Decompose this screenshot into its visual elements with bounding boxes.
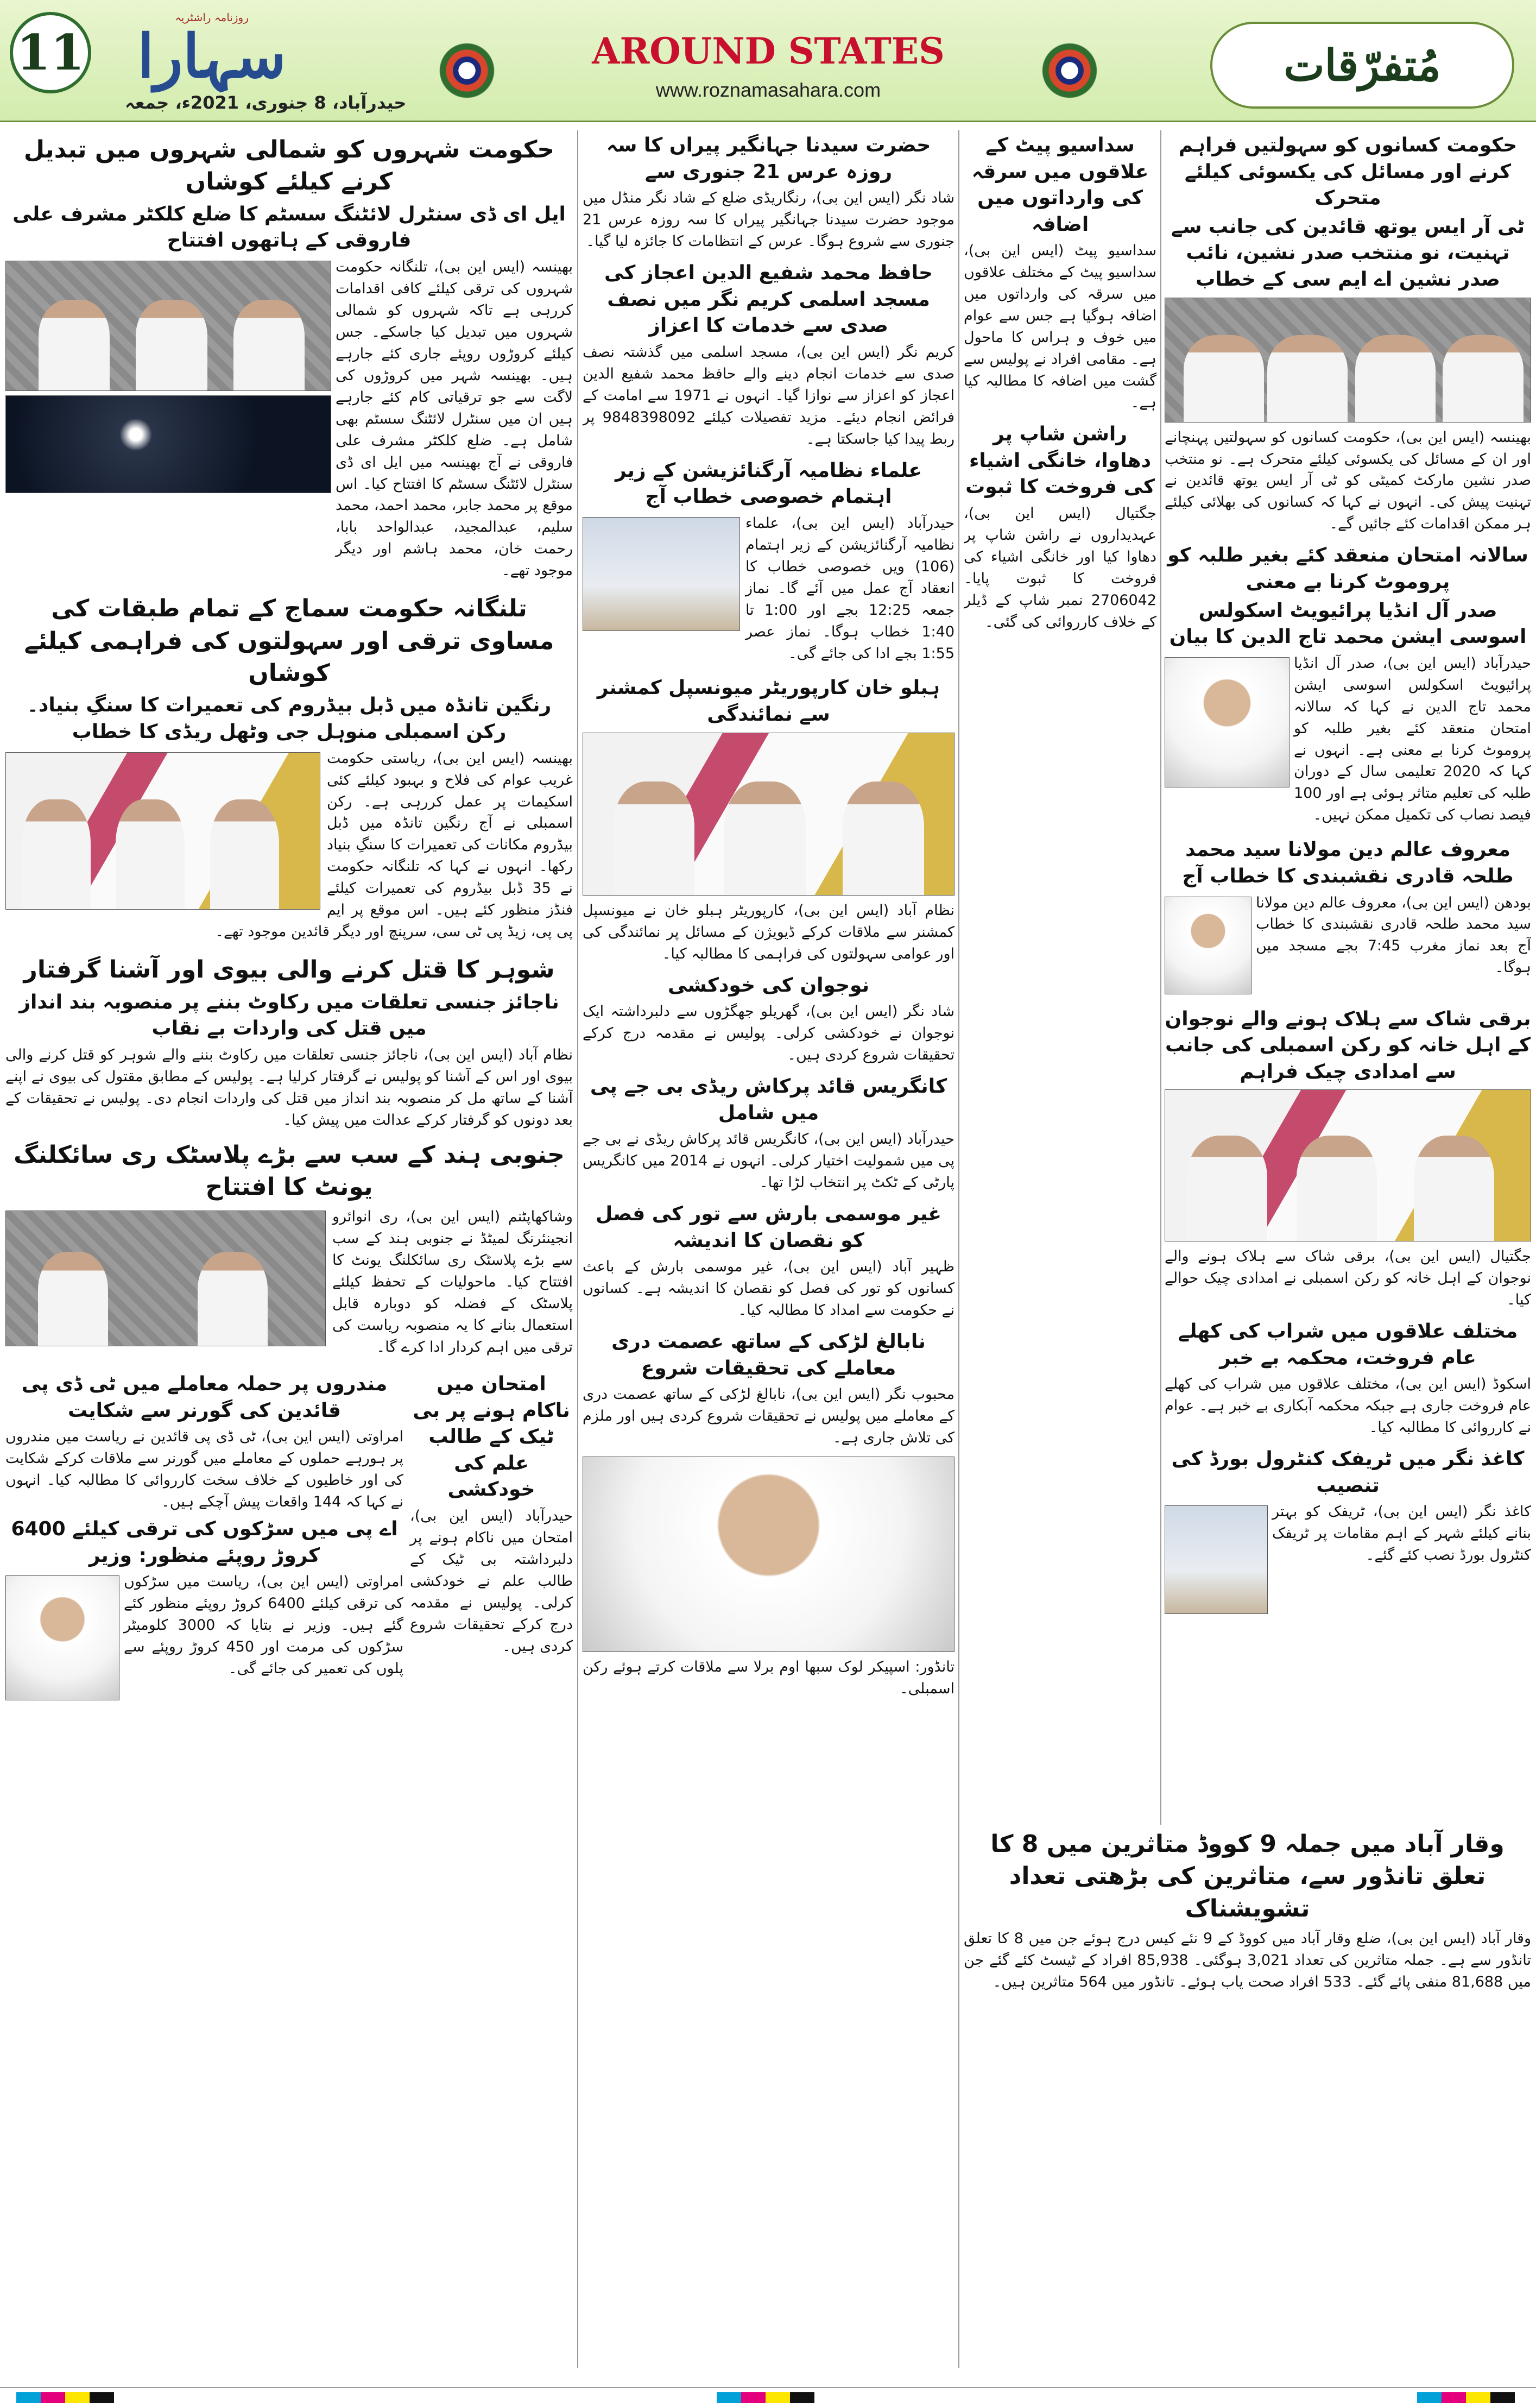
article-body: شاد نگر (ایس این بی)، رنگاریڈی ضلع کے شاد نگر منڈل میں موجود حضرت سیدنا جہانگیر پیراں کا سہ روزہ عرس 21 جنوری سے شروع ہوگا۔ عرس کے انتظامات کا جائزہ لیا گیا۔: [583, 190, 955, 250]
bottom-article: [964, 1825, 1531, 2379]
article: [1165, 837, 1531, 998]
paper-logo: [98, 11, 326, 92]
article-body: نظام آباد (ایس این بی)، کارپوریٹر ہبلو خان نے میونسپل کمشنر سے ملاقات کرکے ڈیویژن کے مسائل پر نمائندگی کی اور عوامی سہولتوں کی فراہمی کا مطالبہ کیا۔: [583, 902, 955, 962]
portrait-photo: [1165, 657, 1290, 787]
emblem-icon: [434, 38, 500, 103]
article: [964, 421, 1156, 633]
article: [5, 1139, 573, 1361]
article: [1165, 1319, 1531, 1439]
article: [5, 134, 573, 585]
headline: کاغذ نگر میں ٹریفک کنٹرول بورڈ کی تنصیب: [1171, 1448, 1525, 1497]
portrait-photo: [1165, 897, 1251, 994]
headline: حکومت کسانوں کو سہولتیں فراہم کرنے اور مسائل کی یکسوئی کیلئے متحرک: [1178, 134, 1518, 210]
emblem-icon: [1037, 38, 1102, 103]
paper-name: سہارا: [137, 21, 286, 91]
article: [410, 1369, 573, 1705]
headline: برقی شاک سے ہلاک ہونے والے نوجوان کے اہل خانہ کو رکن اسمبلی کی جانب سے امدادی چیک فراہم: [1165, 1007, 1531, 1083]
article: [583, 260, 955, 450]
article: [583, 133, 955, 253]
headline: وقار آباد میں جملہ 9 کووڈ متاثرین میں 8 کا تعلق تانڈور سے، متاثرین کی بڑھتی تعداد تشویشناک: [990, 1830, 1505, 1922]
article-body: اسکوڈ (ایس این بی)، مختلف علاقوں میں شراب کی کھلے عام فروخت جاری ہے جبکہ محکمہ آبکاری بے خبر ہے۔ عوام نے کارروائی کا مطالبہ کیا۔: [1165, 1376, 1531, 1436]
article-body: کاغذ نگر (ایس این بی)، ٹریفک کو بہتر بنانے کیلئے شہر کے اہم مقامات پر ٹریفک کنٹرول بورڈ نصب کئے گئے۔: [1272, 1503, 1531, 1564]
article-body: حیدرآباد (ایس این بی)، کانگریس قائد پرکاش ریڈی نے بی جے پی میں شمولیت اختیار کرلی۔ انہوں نے 2014 میں کانگریس پارٹی کے ٹکٹ پر انتخاب لڑا تھا۔: [583, 1131, 955, 1192]
column-rule: [958, 130, 959, 2368]
color-register-bar: [1417, 2392, 1515, 2403]
subheadline: ٹی آر ایس یوتھ قائدین کی جانب سے تہنیت، نو منتخب صدر نشین، نائب صدر نشین اے ایم سی کے خطاب: [1171, 215, 1525, 291]
article: [1165, 1446, 1531, 1618]
article: [5, 1369, 403, 1705]
article: [583, 1074, 955, 1194]
color-register-bar: [16, 2392, 114, 2403]
subheadline: رنگین تانڈہ میں ڈبل بیڈروم کی تعمیرات کا سنگِ بنیاد۔ رکن اسمبلی منوہل جی وٹھل ریڈی کا خطاب: [27, 694, 552, 743]
article-body: بودھن (ایس این بی)، معروف عالم دین مولانا سید محمد طلحہ قادری نقشبندی کا خطاب آج بعد نماز مغرب 7:45 بجے مسجد میں ہوگا۔: [1256, 894, 1531, 976]
headline: غیر موسمی بارش سے تور کی فصل کو نقصان کا اندیشہ: [596, 1203, 941, 1252]
column-left: [5, 130, 573, 2368]
headline: سالانہ امتحان منعقد کئے بغیر طلبہ کو پروموٹ کرنا بے معنی: [1167, 544, 1528, 593]
headline: علماء نظامیہ آرگنائزیشن کے زیر اہتمام خصوصی خطاب آج: [615, 459, 922, 508]
news-photo: [5, 261, 331, 391]
article-body: محبوب نگر (ایس این بی)، نابالغ لڑکی کے ساتھ عصمت دری کے معاملے میں پولیس نے تحقیقات شروع کردی ہیں اور ملزم کی تلاش جاری ہے۔: [583, 1386, 955, 1447]
traffic-board-photo: [1165, 1505, 1268, 1614]
article-body: امراوتی (ایس این بی)، ٹی ڈی پی قائدین نے ریاست میں مندروں پر ہورہے حملوں کے معاملے میں گورنر سے ملاقات کرکے شکایت کی اور خاطیوں کے خلاف سخت کارروائی کا مطالبہ کیا۔ انہوں نے کہا کہ 144 واقعات پیش آچکے ہیں۔: [5, 1428, 403, 1511]
date-line: حیدرآباد، 8 جنوری، 2021ء، جمعہ: [125, 92, 407, 113]
news-photo: [583, 1457, 955, 1652]
headline: حافظ محمد شفیع الدین اعجاز کی مسجد اسلمی کریم نگر میں نصف صدی سے خدمات کا اعزاز: [604, 262, 933, 337]
article-body: جگتیال (ایس این بی)، برقی شاک سے ہلاک ہونے والے نوجوان کے اہل خانہ کو رکن اسمبلی نے امدادی چیک حوالے کیا۔: [1165, 1248, 1531, 1309]
headline: سداسیو پیٹ کے علاقوں میں سرقہ کی وارداتوں میں اضافہ: [971, 134, 1149, 236]
article: [583, 675, 955, 965]
subheadline: صدر آل انڈیا پرائیویٹ اسکولس اسوسی ایشن محمد تاج الدین کا بیان: [1169, 599, 1527, 648]
column-rule: [577, 130, 578, 2368]
column-center: [583, 130, 955, 2368]
article-body: بھینسہ (ایس این بی)، ریاستی حکومت غریب عوام کی فلاح و بہبود کیلئے کئی اسکیمات پر عمل کررہی ہے۔ رکن اسمبلی نے آج رنگین تانڈہ میں ڈبل بیڈروم مکانات کی تعمیرات کا سنگِ بنیاد رکھا۔ انہوں نے کہا کہ تلنگانہ حکومت نے 35 ڈبل بیڈروم کی تعمیرات کیلئے فنڈز منظور کئے ہیں۔ اس موقع پر ایم پی پی، زیڈ پی ٹی سی، سرپنچ اور دیگر قائدین موجود تھے۔: [215, 749, 573, 941]
article: [964, 133, 1156, 414]
page-title: AROUND STATES: [592, 30, 945, 72]
article-body: جگتیال (ایس این بی)، عہدیداروں نے راشن شاپ پر دھاوا کیا اور خانگی اشیاء کی فروخت کا ثبوت پایا۔ 2706042 نمبر شاپ کے ڈیلر کے خلاف کارروائی کی گئی۔: [964, 505, 1156, 631]
article-body: وشاکھاپٹنم (ایس این بی)، ری انوائرو انجینئرنگ لمیٹڈ نے جنوبی ہند کے سب سے بڑے پلاسٹک ری سائکلنگ یونٹ کا افتتاح کیا۔ ماحولیات کے تحفظ کیلئے پلاسٹک کے فضلہ کو دوبارہ قابل استعمال بنانے کا یہ منصوبہ ریاست کی ترقی میں اہم کردار ادا کرے گا۔: [332, 1208, 573, 1356]
article-body: کریم نگر (ایس این بی)، مسجد اسلمی میں گذشتہ نصف صدی سے خدمات انجام دینے والے حافظ محمد شفیع الدین اعجاز کو اعزاز سے نوازا گیا۔ انہوں نے 1971 سے امامت کے فرائض انجام دیئے۔ مزید تفصیلات کیلئے 9848398092 پر ربط پیدا کیا جاسکتا ہے۔: [583, 343, 955, 447]
photo-caption-block: [583, 1457, 955, 1700]
page-number: 11: [10, 12, 91, 93]
article-body: حیدرآباد (ایس این بی)، علماء نظامیہ آرگنائزیشن کے زیر اہتمام (106) ویں خصوصی خطاب کا انعقاد آج عمل میں آئے گا۔ نماز جمعہ 12:25 بجے اور 1:00 تا 1:40 خطاب ہوگا۔ نماز عصر 1:55 بجے ادا کی جائے گی۔: [745, 514, 955, 662]
headline: امتحان میں ناکام ہونے پر بی ٹیک کے طالب علم کی خودکشی: [413, 1373, 570, 1501]
headline: حضرت سیدنا جہانگیر پیراں کا سہ روزہ عرس 21 جنوری سے: [606, 134, 931, 183]
headline: حکومت شہروں کو شمالی شہروں میں تبدیل کرنے کیلئے کوشاں: [23, 136, 555, 196]
subheadline: ایل ای ڈی سنٹرل لائٹنگ سسٹم کا ضلع کلکٹر مشرف علی فاروقی کے ہاتھوں افتتاح: [12, 203, 566, 252]
headline: اے پی میں سڑکوں کی ترقی کیلئے 6400 کروڑ روپئے منظور: وزیر: [11, 1518, 398, 1567]
headline: مندروں پر حملہ معاملے میں ٹی ڈی پی قائدین کی گورنر سے شکایت: [21, 1373, 388, 1422]
masthead: [0, 0, 1536, 122]
news-photo: [1165, 1089, 1531, 1241]
article: [583, 973, 955, 1066]
site-url[interactable]: www.roznamasahara.com: [655, 79, 881, 101]
article-body: ظہیر آباد (ایس این بی)، غیر موسمی بارش کے باعث کسانوں کو تور کی فصل کو نقصان کا اندیشہ ہے۔ کسانوں نے حکومت سے امداد کا مطالبہ کیا۔: [583, 1258, 955, 1319]
article-body: وقار آباد (ایس این بی)، ضلع وقار آباد میں کووڈ کے 9 نئے کیس درج ہوئے جن میں 8 کا تعلق تانڈور سے ہے۔ جملہ متاثرین کی تعداد 3,021 ہوگئی۔ 85,938 افراد کے ٹیسٹ کئے گئے جن میں 81,688 منفی پائے گئے۔ 533 افراد صحت یاب ہوئے۔ تانڈور میں 564 متاثرین ہیں۔: [964, 1930, 1531, 1991]
article-body: شاد نگر (ایس این بی)، گھریلو جھگڑوں سے دلبرداشتہ ایک نوجوان نے خودکشی کرلی۔ پولیس نے مقدمہ درج کرکے تحقیقات شروع کردی ہیں۔: [583, 1003, 955, 1063]
headline: مختلف علاقوں میں شراب کی کھلے عام فروخت، محکمہ بے خبر: [1178, 1320, 1518, 1369]
article: [964, 1828, 1531, 1993]
article: [583, 1329, 955, 1449]
headline: راشن شاپ پر دھاوا، خانگی اشیاء کی فروخت کا ثبوت: [965, 423, 1155, 499]
article-body: بھینسہ (ایس این بی)، حکومت کسانوں کو سہولتیں پہنچانے اور ان کے مسائل کی یکسوئی کیلئے متحرک ہے۔ نو منتخب صدر نشین مارکٹ کمیٹی کو ٹی آر ایس یوتھ قائدین نے تہنیت پیش کی۔ انہوں نے کہا کہ کسانوں کی بھلائی کیلئے ہر ممکن اقدامات کئے جائیں گے۔: [1165, 428, 1531, 533]
night-lights-photo: [5, 395, 331, 493]
subheadline: ناجائز جنسی تعلقات میں رکاوٹ بننے پر منصوبہ بند انداز میں قتل کی واردات بے نقاب: [19, 991, 559, 1040]
news-photo: [583, 733, 955, 896]
headline: معروف عالم دین مولانا سید محمد طلحہ قادری نقشبندی کا خطاب آج: [1182, 839, 1514, 887]
portrait-photo: [5, 1575, 119, 1700]
headline: نابالغ لڑکی کے ساتھ عصمت دری معاملے کی تحقیقات شروع: [611, 1331, 926, 1379]
article: [5, 592, 573, 946]
headline: جنوبی ہند کے سب سے بڑے پلاسٹک ری سائکلنگ یونٹ کا افتتاح: [14, 1140, 565, 1201]
headline: نوجوان کی خودکشی: [667, 974, 870, 997]
color-register-bar: [717, 2392, 814, 2403]
paper-subtitle: روزنامہ راشٹریہ: [175, 11, 249, 24]
article: [1165, 133, 1531, 535]
mosque-photo: [583, 517, 740, 631]
article: [1165, 1006, 1531, 1312]
article-body: نظام آباد (ایس این بی)، ناجائز جنسی تعلقات میں رکاوٹ بننے والے شوہر کو قتل کرنے والی بیوی اور اس کے آشنا کو پولیس نے گرفتار کرلیا ہے۔ پولیس کے مطابق مقتول کی بیوی نے اپنے آشنا کے ساتھ مل کر منصوبہ بند انداز میں قتل کی واردات انجام دی۔ پولیس نے تحقیقات کے بعد دونوں کو گرفتار کرکے عدالت میں پیش کیا۔: [5, 1046, 573, 1129]
news-photo: [1165, 298, 1531, 423]
news-photo: [5, 752, 320, 910]
article: [5, 954, 573, 1131]
headline: کانگریس قائد پرکاش ریڈی بی جے پی میں شامل: [590, 1075, 947, 1124]
article-body: حیدرآباد (ایس این بی)، امتحان میں ناکام ہونے پر دلبرداشتہ بی ٹیک کے طالب علم نے خودکشی کرلی۔ پولیس نے مقدمہ درج کرکے تحقیقات شروع کردی ہیں۔: [410, 1508, 573, 1655]
article-body: سداسیو پیٹ (ایس این بی)، سداسیو پیٹ کے مختلف علاقوں میں سرقہ کی وارداتوں میں اضافہ ہوگیا ہے جس سے عوام میں خوف و ہراس کا ماحول ہے۔ مقامی افراد نے پولیس سے گشت میں اضافہ کا مطالبہ کیا ہے۔: [964, 242, 1156, 412]
article-body: حیدرآباد (ایس این بی)، صدر آل انڈیا پرائیویٹ اسکولس اسوسی ایشن محمد تاج الدین نے کہا کہ سالانہ امتحان منعقد کئے بغیر طلبہ کو پروموٹ کرنا بے معنی ہے۔ انہوں نے کہا کہ 2020 تعلیمی سال کے دوران طلبہ کی تعلیم متاثر ہوئی ہے اور 100 فیصد نصاب کی تکمیل ممکن نہیں۔: [1294, 654, 1531, 824]
section-badge: مُتفرّقات: [1210, 22, 1514, 109]
headline: تلنگانہ حکومت سماج کے تمام طبقات کی مساوی ترقی اور سہولتوں کی فراہمی کیلئے کوشاں: [24, 595, 554, 688]
article-body: بھینسہ (ایس این بی)، تلنگانہ حکومت شہروں کی ترقی کیلئے کافی اقدامات کررہی ہے تاکہ شہروں کو شمالی شہروں میں تبدیل کیا جاسکے۔ جس کیلئے کروڑوں روپئے جاری کئے جارہے ہیں۔ بھینسہ شہر میں کروڑوں کی لاگت سے جو ترقیاتی کام کئے جارہے ہیں ان میں سنٹرل لائٹنگ سسٹم بھی شامل ہے۔ ضلع کلکٹر مشرف علی فاروقی نے آج بھینسہ میں ایل ای ڈی سنٹرل لائٹنگ سسٹم کا افتتاح کیا۔ اس موقع پر محمد جابر، محمد احمد، محمد سلیم، عبدالمجید، عبدالواحد بابا، رحمت خان، محمد ہاشم اور دیگر موجود تھے۔: [336, 258, 573, 579]
headline: شوہر کا قتل کرنے والی بیوی اور آشنا گرفتار: [23, 956, 555, 984]
article-body: امراوتی (ایس این بی)، ریاست میں سڑکوں کی ترقی کیلئے 6400 کروڑ روپئے منظور کئے گئے ہیں۔ وزیر نے بتایا کہ 3000 کلومیٹر سڑکوں کی مرمت اور 450 کروڑ روپئے سے پلوں کی تعمیر کی جائے گی۔: [124, 1573, 403, 1678]
article: [583, 1201, 955, 1321]
photo-caption: تانڈور: اسپیکر لوک سبھا اوم برلا سے ملاقات کرتے ہوئے رکن اسمبلی۔: [583, 1659, 955, 1698]
news-photo: [5, 1211, 326, 1346]
article: [1165, 543, 1531, 829]
article: [583, 458, 955, 668]
headline: ہبلو خان کارپوریٹر میونسپل کمشنر سے نمائندگی: [597, 677, 940, 726]
